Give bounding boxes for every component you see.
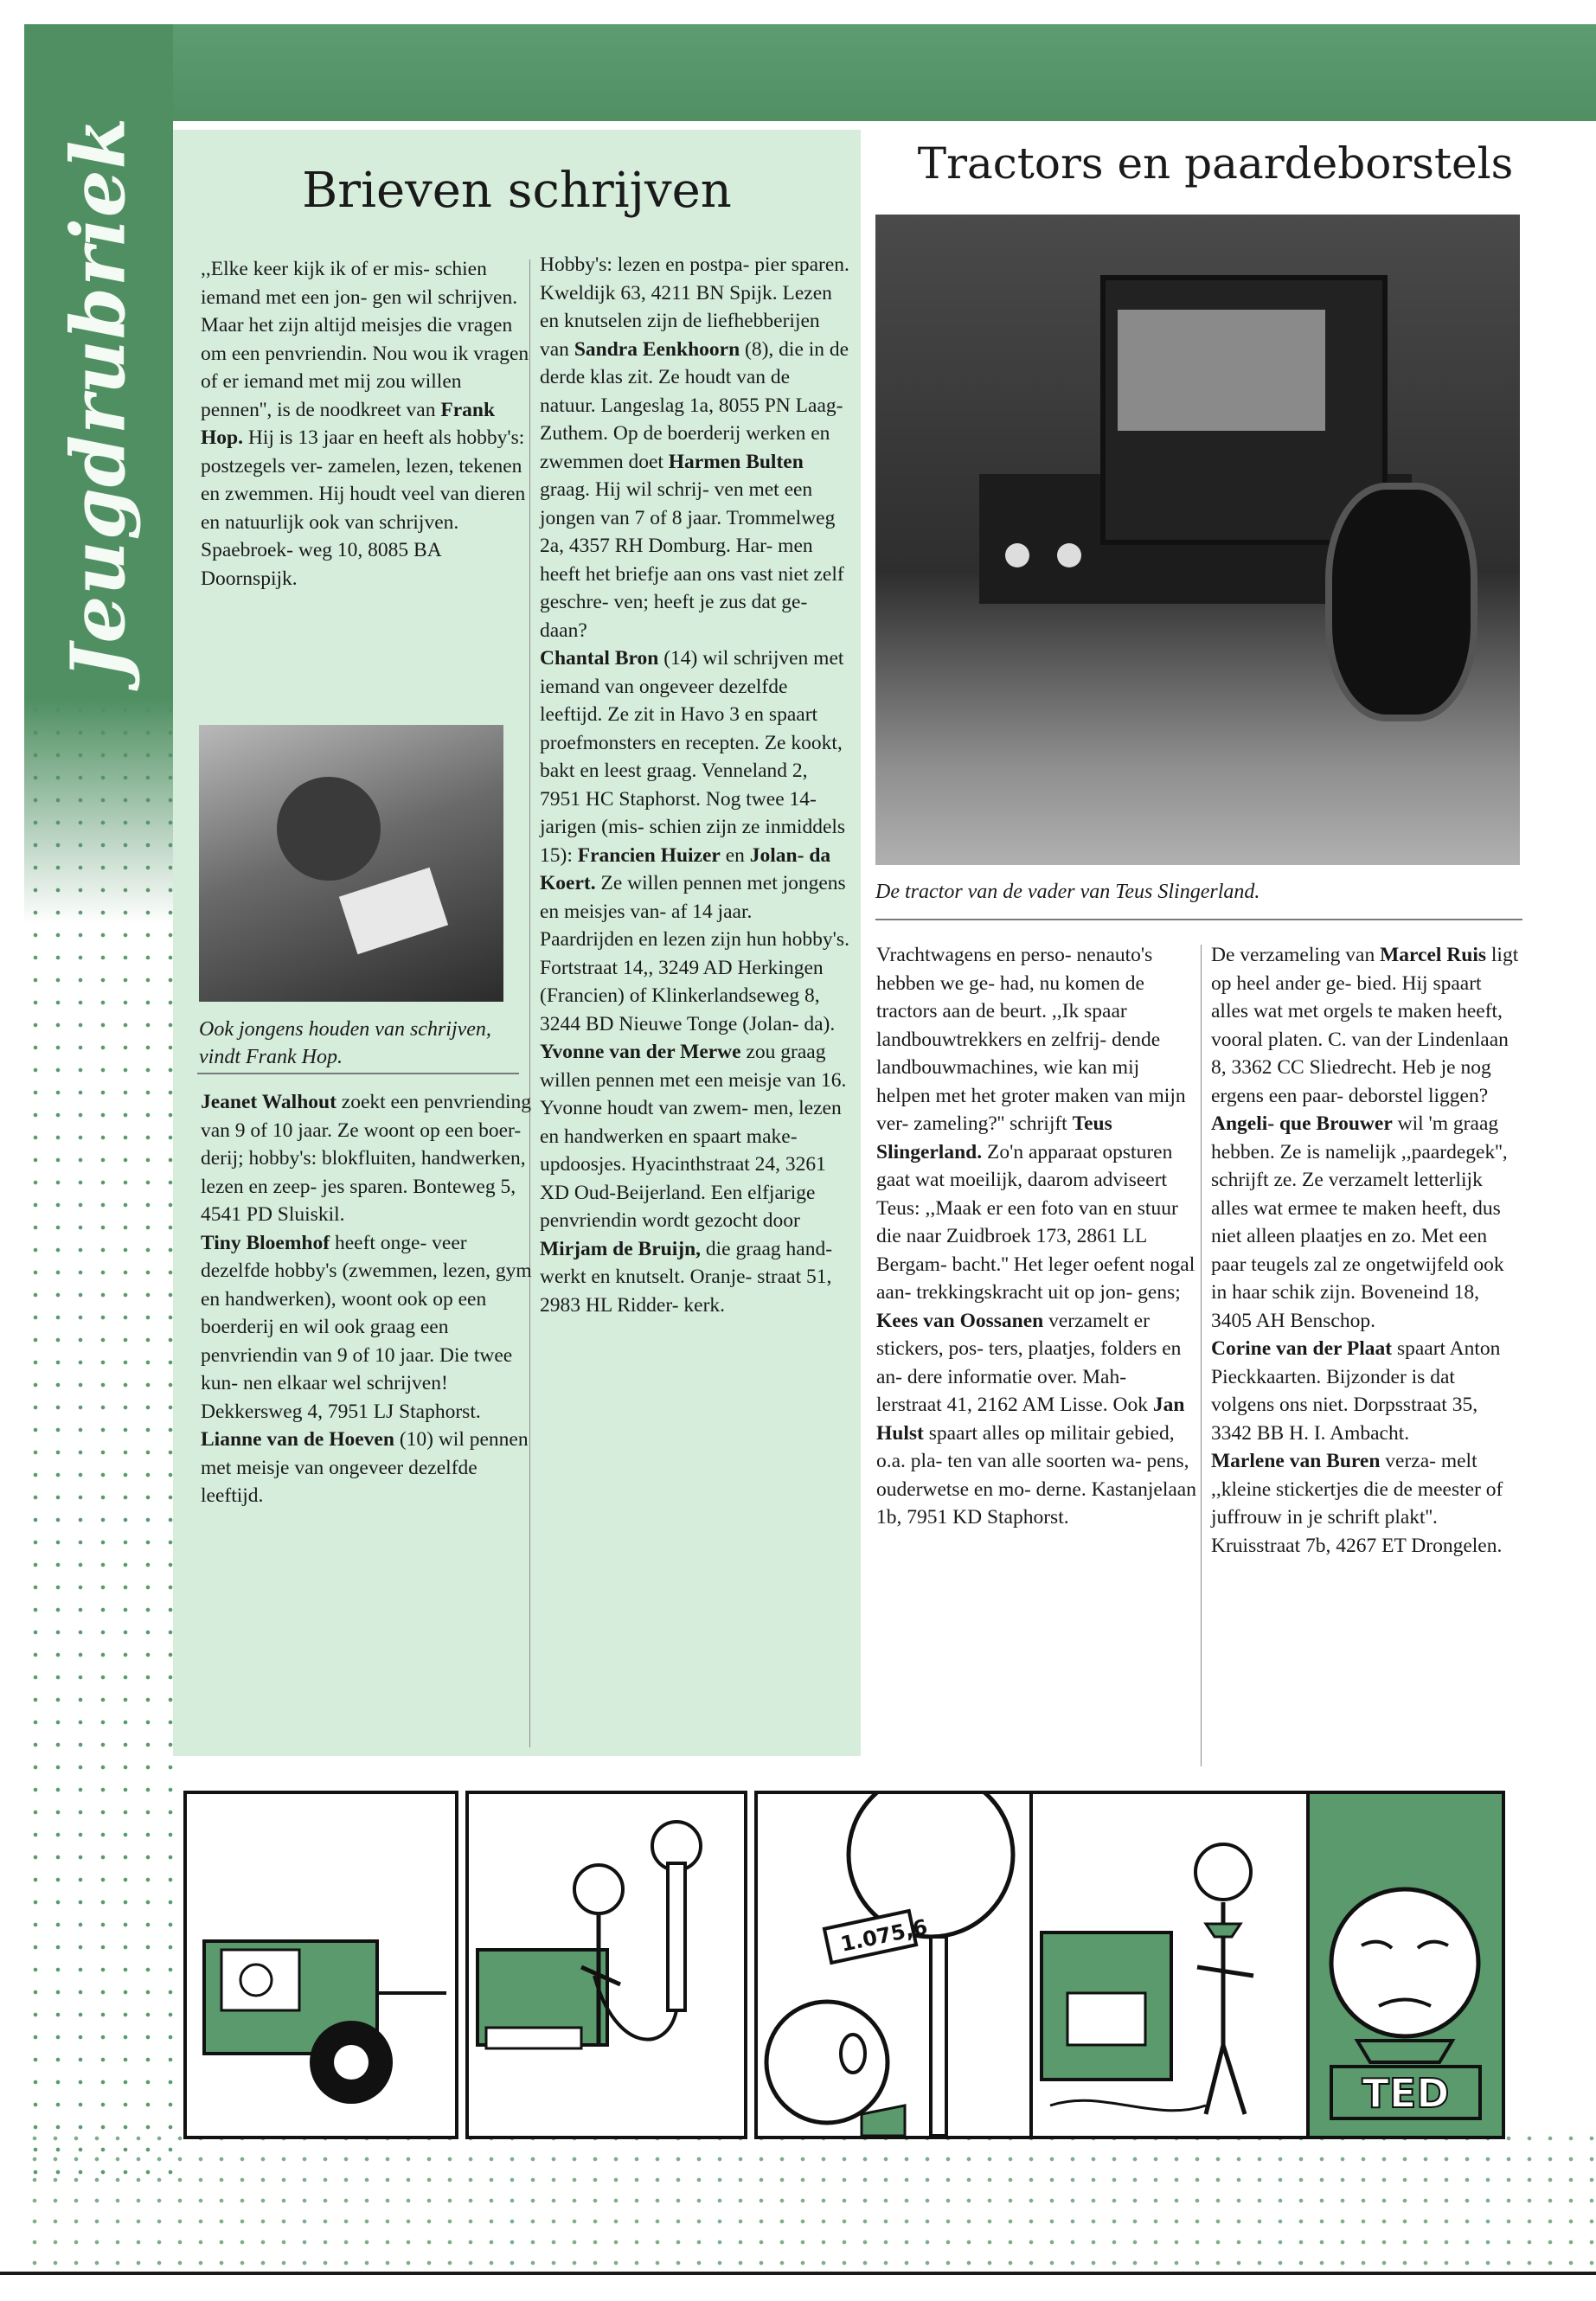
tractors-column-2: De verzameling van Marcel Ruis ligt op heel ander ge- bied. Hij spaart alles wat met orgels te maken heeft, vooral platen. C. van der Lindenlaan 8, 3362 CC Sliedrecht. Heb je nog ergens een paar- deborstel liggen? Angeli- que Brouwer wil 'm graag hebben. Ze is namelijk ,,paardegek'', schrijft ze. Ze verzamelt letterlijk alles wat ermee te maken heeft, dus niet alleen plaatjes en zo. Met een paar teugels zal ze ongetwijfeld ook in haar schik zijn. Boveneind 18, 3405 AH Benschop. Corine van der Plaat spaart Anton Pieckkaarten. Bijzonder is dat volgens ons niet. Dorpsstraat 35, 3342 BB H. I. Ambacht. Marlene van Buren verza- melt ,,kleine stickertjes die de meester of juffrouw in je schrift plakt''. Kruisstraat 7b, 4267 ET Drongelen. <box>1211 944 1519 1557</box>
cartoon-panel-1 <box>183 1791 458 2139</box>
cartoon-panel-3 <box>754 1791 1036 2139</box>
ted-sign: TED <box>1362 2070 1450 2117</box>
pump-counter: 1.075,6 <box>838 1914 930 1957</box>
tractors-title: Tractors en paardeborstels <box>917 138 1514 189</box>
bottom-rule <box>0 2272 1596 2275</box>
cartoon-panel-5 <box>1306 1791 1505 2139</box>
section-label: Jeugdrubriek <box>54 116 143 680</box>
letters-column-1: ,,Elke keer kijk ik of er mis- schien iemand met een jon- gen wil schrijven. Maar het zijn altijd meisjes die vragen om een penvriendin. Nou wou ik vragen of er iemand met mij zou willen pennen'', is de noodkreet van Frank Hop. Hij is 13 jaar en heeft als hobby's: postzegels ver- zamelen, lezen, tekenen en zwemmen. Hij houdt veel van dieren en natuurlijk ook van schrijven. Spaebroek- weg 10, 8085 BA Doornspijk. <box>201 258 529 590</box>
side-fade <box>24 699 173 924</box>
cartoon-panel-4 <box>1029 1791 1311 2139</box>
bottom-dot-band <box>24 2128 1596 2266</box>
tractors-column-1: Vrachtwagens en perso- nenauto's hebben we ge- had, nu komen de tractors aan de beurt. ,,Ik spaar landbouwtrekkers en zelfrij- dende landbouwmachines, wie kan mij helpen met het groter maken van mijn ver- zameling?'' schrijft Teus Slingerland. Zo'n apparaat opsturen gaat wat moeilijk, daarom adviseert Teus: ,,Maak er een foto van en stuur die naar Zuidbroek 173, 2861 LL Bergam- bacht.'' Het leger oefent nogal aan- trekkingskracht uit op jon- gens; Kees van Oossanen verzamelt er stickers, pos- ters, plaatjes, folders en an- dere informatie over. Mah- lerstraat 41, 2162 AM Lisse. Ook Jan Hulst spaart alles op militair gebied, o.a. pla- ten van alle soorten wa- pens, ouderwetse en mo- derne. Kastanjelaan 1b, 7951 KD Staphorst. <box>876 944 1196 1529</box>
tractor-photo <box>875 215 1520 865</box>
caption-rule <box>197 1073 519 1074</box>
letters-column-1-lower: Jeanet Walhout zoekt een penvriending van 9 of 10 jaar. Ze woont op een boer- derij; hobby's: blokfluiten, handwerken, lezen en zeep- jes sparen. Bonteweg 5, 4541 PD Sluiskil. Tiny Bloemhof heeft onge- veer dezelfde hobby's (zwemmen, lezen, gym en handwerken), woont ook op een boerderij en wil ook graag een penvriendin van 9 of 10 jaar. Die twee kun- nen elkaar wel schrijven! Dekkersweg 4, 7951 LJ Staphorst. Lianne van de Hoeven (10) wil pennen met meisje van ongeveer dezelfde leeftijd. <box>201 1091 532 1507</box>
column-divider-2 <box>1201 945 1202 1766</box>
letters-title: Brieven schrijven <box>302 163 732 219</box>
cartoon-panel-2 <box>465 1791 747 2139</box>
caption-rule-2 <box>875 919 1522 920</box>
letters-column-2: Hobby's: lezen en postpa- pier sparen. Kweldijk 63, 4211 BN Spijk. Lezen en knutselen zijn de liefhebberijen van Sandra Eenkhoorn (8), die in de derde klas zit. Ze houdt van de natuur. Langeslag 1a, 8055 PN Laag-Zuthem. Op de boerderij werken en zwemmen doet Harmen Bulten graag. Hij wil schrij- ven met een jongen van 7 of 8 jaar. Trommelweg 2a, 4357 RH Domburg. Har- men heeft het briefje aan ons vast niet zelf geschre- ven; heeft je zus dat ge- daan? Chantal Bron (14) wil schrijven met iemand van ongeveer dezelfde leeftijd. Ze zit in Havo 3 en spaart proefmonsters en recepten. Ze kookt, bakt en leest graag. Venneland 2, 7951 HC Staphorst. Nog twee 14-jarigen (mis- schien zijn ze inmiddels 15): Francien Huizer en Jolan- da Koert. Ze willen pennen met jongens en meisjes van- af 14 jaar. Paardrijden en lezen zijn hun hobby's. Fortstraat 14,, 3249 AD Herkingen (Francien) of Klinkerlandseweg 8, 3244 BD Nieuwe Tonge (Jolan- da). Yvonne van der Merwe zou graag willen pennen met een meisje van 16. Yvonne houdt van zwem- men, lezen en handwerken en spaart make-updoosjes. Hyacinthstraat 24, 3261 XD Oud-Beijerland. Een elfjarige penvriendin wordt gezocht door Mirjam de Bruijn, die graag hand- werkt en knutselt. Oranje- straat 51, 2983 HL Ridder- kerk. <box>540 253 849 1317</box>
photo-caption: Ook jongens houden van schrijven, vindt Frank Hop. <box>199 1018 491 1068</box>
tractor-caption: De tractor van de vader van Teus Slingerland. <box>875 881 1260 903</box>
top-green-band <box>24 24 1596 121</box>
boy-writing-photo <box>199 725 503 1002</box>
letters-panel <box>173 130 861 1756</box>
